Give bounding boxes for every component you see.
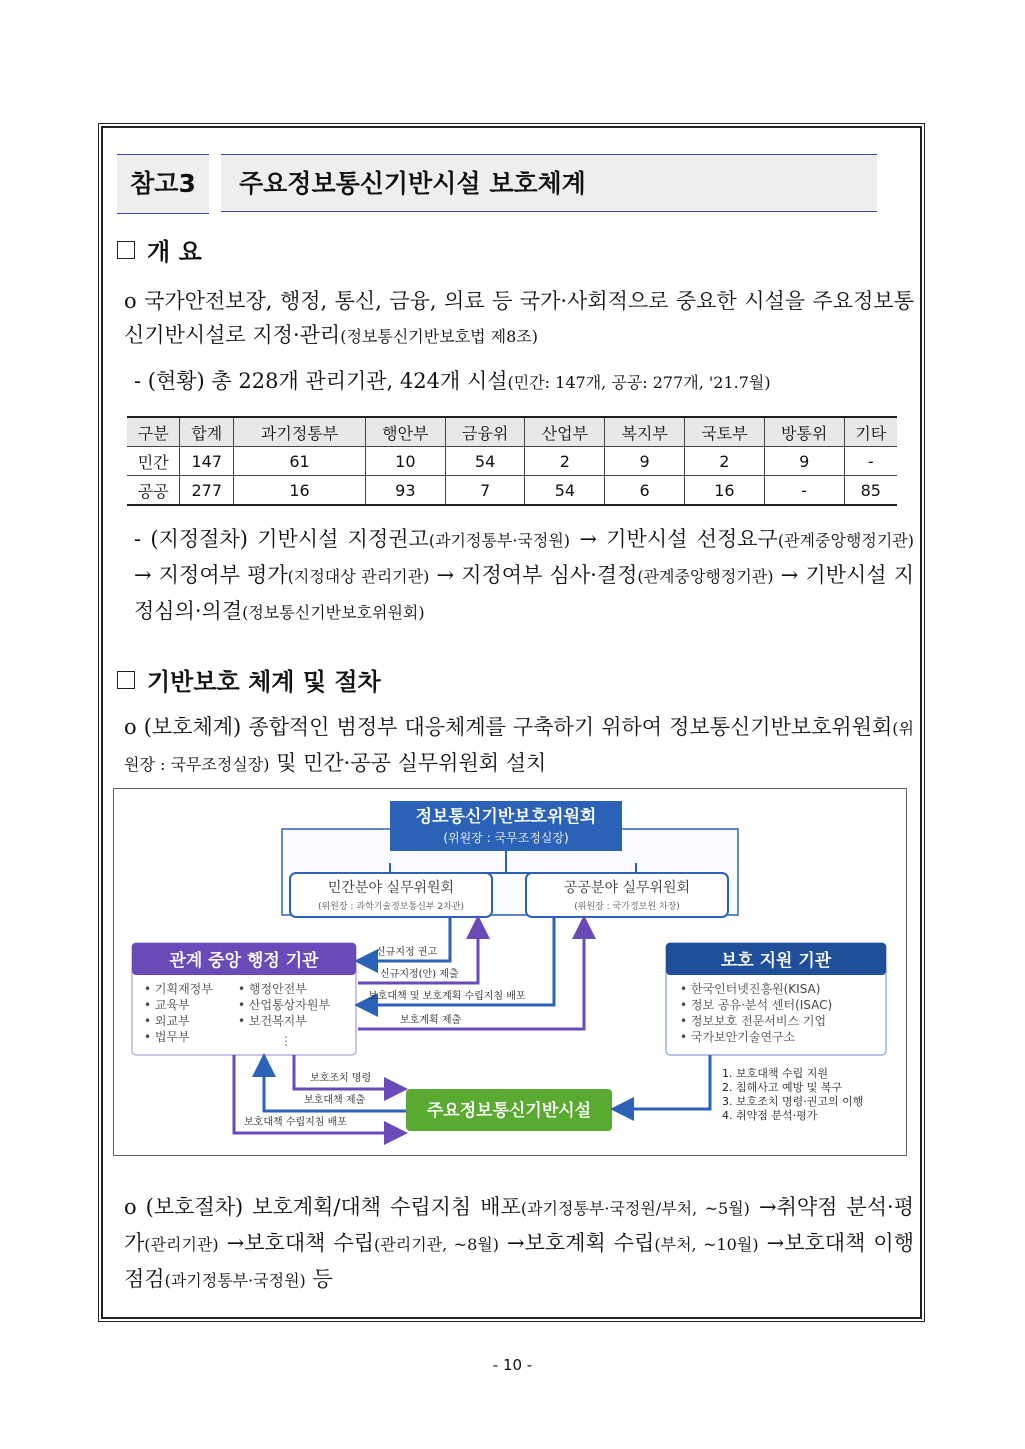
designation-procedure: - (지정절차) 기반시설 지정권고(과기정통부·국정원) → 기반시설 선정요구(관계중앙행정기관) → 지정여부 평가(지정대상 관리기관) → 지정여부 심사·결정(관계중앙행정기관) → 기반시설 지정심의·의결(정보통신기반보호위원회) xyxy=(134,527,914,623)
table-cell: 277 xyxy=(180,476,234,506)
table-header-cell: 국토부 xyxy=(685,417,765,447)
table-cell: - xyxy=(764,476,844,506)
table-header-cell: 구분 xyxy=(127,417,180,447)
gov-item: • 외교부 xyxy=(144,1014,190,1028)
arrow-label: 보호대책 제출 xyxy=(304,1095,366,1106)
protection-procedure-bullet: o (보호절차) 보호계획/대책 수립지침 배포(과기정통부·국정원/부처, ~5월) →취약점 분석·평가(관리기관) →보호대책 수립(관리기관, ~8월) →보호계획 수립(부처, ~10월) →보호대책 이행점검(과기정통부·국정원) 등 xyxy=(124,1195,914,1291)
gov-item: • 기획재정부 xyxy=(144,982,213,996)
table-row xyxy=(127,476,897,506)
table-row xyxy=(127,447,897,476)
table-cell: 16 xyxy=(234,476,366,506)
table-header-cell: 방통위 xyxy=(764,417,844,447)
private-committee-subtitle: (위원장 : 과학기술정보통신부 2차관) xyxy=(317,902,465,912)
overview-bullet: o 국가안전보장, 행정, 통신, 금융, 의료 등 국가·사회적으로 중요한 시설을 주요정보통신기반시설로 지정·관리(정보통신기반보호법 제8조) xyxy=(124,289,914,347)
table-cell: 147 xyxy=(180,447,234,476)
gov-item: • 산업통상자원부 xyxy=(238,998,331,1012)
gov-more-icon: ⋮ xyxy=(280,1034,292,1048)
checkbox-icon xyxy=(117,241,135,259)
table-cell: 공공 xyxy=(127,476,180,506)
arrow-label: 신규지정(안) 제출 xyxy=(380,969,459,980)
page-number: - 10 - xyxy=(492,1356,533,1374)
arrow-label: 보호대책 및 보호계획 수립지침 배포 xyxy=(368,991,526,1002)
public-committee-title: 공공분야 실무위원회 xyxy=(563,880,691,896)
support-agency-title: 보호 지원 기관 xyxy=(720,951,832,971)
support-task: 3. 보호조치 명령·권고의 이행 xyxy=(722,1095,864,1108)
table-header-cell: 산업부 xyxy=(525,417,605,447)
arrow-label: 보호조치 명령 xyxy=(310,1073,372,1084)
table-cell: 9 xyxy=(764,447,844,476)
support-task: 1. 보호대책 수립 지원 xyxy=(722,1067,828,1080)
gov-item: • 교육부 xyxy=(144,998,190,1012)
support-task: 4. 취약점 분석·평가 xyxy=(722,1109,818,1122)
table-cell: 2 xyxy=(685,447,765,476)
table-cell: - xyxy=(844,447,897,476)
committee-title: 정보통신기반보호위원회 xyxy=(415,807,597,827)
gov-item: • 법무부 xyxy=(144,1030,190,1044)
table-header-row xyxy=(127,417,897,447)
title-tag: 참고3 xyxy=(117,154,209,214)
section-heading-system: 기반보호 체계 및 절차 xyxy=(117,662,381,697)
table-cell: 6 xyxy=(605,476,685,506)
facility-stats-table xyxy=(127,416,897,506)
committee-subtitle: (위원장 : 국무조정실장) xyxy=(443,831,569,845)
table-cell: 2 xyxy=(525,447,605,476)
table-cell: 7 xyxy=(445,476,525,506)
table-cell: 93 xyxy=(365,476,445,506)
support-item: • 정보보호 전문서비스 기업 xyxy=(680,1014,827,1028)
gov-item: • 행정안전부 xyxy=(238,982,307,996)
facility-title: 주요정보통신기반시설 xyxy=(426,1101,592,1121)
support-item: • 국가보안기술연구소 xyxy=(680,1030,796,1044)
table-cell: 민간 xyxy=(127,447,180,476)
table-cell: 61 xyxy=(234,447,366,476)
protection-system-diagram xyxy=(113,788,907,1156)
gov-item: • 보건복지부 xyxy=(238,1014,307,1028)
table-cell: 16 xyxy=(685,476,765,506)
table-header-cell: 금융위 xyxy=(445,417,525,447)
arrow-support xyxy=(622,1055,710,1109)
title-main: 주요정보통신기반시설 보호체계 xyxy=(221,154,877,212)
table-cell: 54 xyxy=(445,447,525,476)
table-header-cell: 기타 xyxy=(844,417,897,447)
protection-system-bullet: o (보호체계) 종합적인 범정부 대응체계를 구축하기 위하여 정보통신기반보호위원회(위원장 : 국무조정실장) 및 민간·공공 실무위원회 설치 xyxy=(124,715,914,775)
status-line: - (현황) 총 228개 관리기관, 424개 시설(민간: 147개, 공공: 277개, '21.7월) xyxy=(134,369,771,393)
arrow-label: 신규지정 권고 xyxy=(376,947,438,958)
arrow-label: 보호대책 수립지침 배포 xyxy=(244,1117,347,1128)
section-heading-overview: 개 요 xyxy=(117,232,202,267)
support-task: 2. 침해사고 예방 및 복구 xyxy=(722,1081,843,1094)
table-cell: 10 xyxy=(365,447,445,476)
reference-title xyxy=(117,154,877,212)
table-header-cell: 과기정통부 xyxy=(234,417,366,447)
table-cell: 54 xyxy=(525,476,605,506)
table-cell: 9 xyxy=(605,447,685,476)
private-committee-title: 민간분야 실무위원회 xyxy=(327,880,455,896)
table-header-cell: 복지부 xyxy=(605,417,685,447)
checkbox-icon xyxy=(117,671,135,689)
support-item: • 정보 공유·분석 센터(ISAC) xyxy=(680,998,833,1012)
table-header-cell: 행안부 xyxy=(365,417,445,447)
arrow-label: 보호계획 제출 xyxy=(400,1015,462,1026)
diagram-svg xyxy=(114,789,908,1157)
public-committee-subtitle: (위원장 : 국가정보원 차장) xyxy=(574,902,680,912)
support-item: • 한국인터넷진흥원(KISA) xyxy=(680,982,821,996)
table-header-cell: 합계 xyxy=(180,417,234,447)
gov-agency-title: 관계 중앙 행정 기관 xyxy=(169,951,319,971)
table-cell: 85 xyxy=(844,476,897,506)
